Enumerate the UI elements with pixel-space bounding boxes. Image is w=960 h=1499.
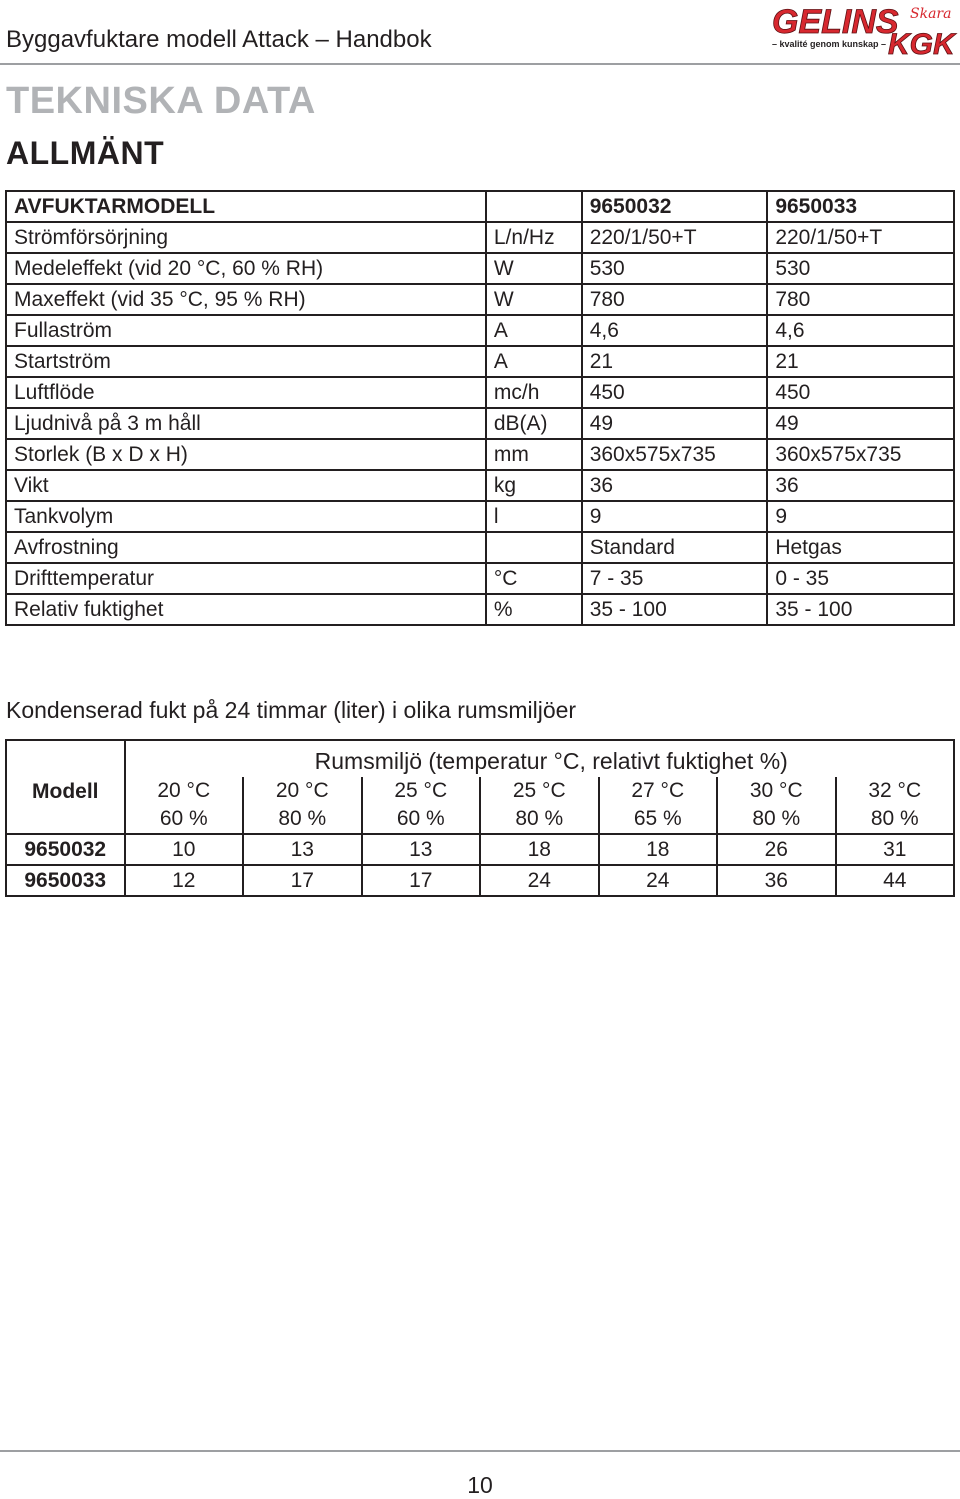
logo-wordmark: GELINS: [772, 3, 899, 41]
spec-cell: Strömförsörjning: [6, 222, 486, 253]
spec-cell: Standard: [582, 532, 768, 563]
spec-row: [6, 222, 954, 253]
spec-cell: 360x575x735: [767, 439, 954, 470]
page-number: 10: [467, 1472, 493, 1498]
spec-cell: Luftflöde: [6, 377, 486, 408]
document-title: Byggavfuktare modell Attack – Handbok: [6, 26, 432, 53]
condition-header-cell: [599, 777, 718, 834]
condition-temperature: 25 °C: [512, 779, 566, 802]
spec-cell: 0 - 35: [767, 563, 954, 594]
spec-cell: 49: [582, 408, 768, 439]
spec-cell: Medeleffekt (vid 20 °C, 60 % RH): [6, 253, 486, 284]
page-header: [0, 0, 960, 62]
spec-header-cell: 9650033: [767, 191, 954, 222]
condition-humidity: 60 %: [159, 807, 208, 830]
spec-cell: 9: [582, 501, 768, 532]
spec-row: [6, 408, 954, 439]
spec-cell: 220/1/50+T: [582, 222, 768, 253]
spec-cell: 36: [582, 470, 768, 501]
spec-cell: Ljudnivå på 3 m håll: [6, 408, 486, 439]
spec-cell: dB(A): [486, 408, 582, 439]
spec-row: [6, 377, 954, 408]
spec-cell: L/n/Hz: [486, 222, 582, 253]
spec-cell: 530: [582, 253, 768, 284]
condensation-value: 44: [836, 865, 955, 896]
condensation-value: 17: [243, 865, 362, 896]
spec-cell: 7 - 35: [582, 563, 768, 594]
header-divider: [0, 63, 960, 65]
condition-temperature: 32 °C: [868, 779, 922, 802]
spec-cell: 36: [767, 470, 954, 501]
spec-row: [6, 501, 954, 532]
condition-humidity: 60 %: [396, 807, 445, 830]
spec-cell: Hetgas: [767, 532, 954, 563]
spec-cell: 21: [582, 346, 768, 377]
spec-table: [5, 190, 955, 626]
spec-cell: W: [486, 284, 582, 315]
condensation-value: 18: [480, 834, 599, 865]
spec-cell: Vikt: [6, 470, 486, 501]
condensation-value: 13: [243, 834, 362, 865]
condition-header-cell: [717, 777, 836, 834]
spec-cell: Drifttemperatur: [6, 563, 486, 594]
spec-cell: %: [486, 594, 582, 625]
spec-cell: 35 - 100: [767, 594, 954, 625]
condensation-row: [6, 834, 954, 865]
condensation-value: 12: [125, 865, 244, 896]
spec-row: [6, 253, 954, 284]
logo-script: Skara: [910, 6, 952, 22]
spec-cell: Tankvolym: [6, 501, 486, 532]
spec-cell: 220/1/50+T: [767, 222, 954, 253]
spec-row: [6, 470, 954, 501]
condition-temperature: 20 °C: [157, 779, 211, 802]
spec-cell: 4,6: [767, 315, 954, 346]
condition-header-cell: [243, 777, 362, 834]
spec-cell: 450: [582, 377, 768, 408]
condition-humidity: 65 %: [633, 807, 682, 830]
condensation-value: 24: [599, 865, 718, 896]
spec-cell: l: [486, 501, 582, 532]
spec-row: [6, 594, 954, 625]
condition-values-row: [6, 777, 954, 834]
spec-row: [6, 346, 954, 377]
condition-temperature: 25 °C: [394, 779, 448, 802]
model-cell: 9650033: [6, 865, 125, 896]
spec-cell: 49: [767, 408, 954, 439]
spec-cell: 21: [767, 346, 954, 377]
spec-cell: Relativ fuktighet: [6, 594, 486, 625]
spec-header-cell: 9650032: [582, 191, 768, 222]
condition-temperature: 30 °C: [749, 779, 803, 802]
spec-cell: mm: [486, 439, 582, 470]
section-heading: TEKNISKA DATA: [6, 80, 316, 122]
condensation-table: [5, 739, 955, 897]
condensation-value: 13: [362, 834, 481, 865]
condition-header-cell: [125, 777, 244, 834]
spec-header-cell: AVFUKTARMODELL: [6, 191, 486, 222]
condensation-value: 31: [836, 834, 955, 865]
spec-row: [6, 532, 954, 563]
spec-cell: kg: [486, 470, 582, 501]
condensation-caption: Kondenserad fukt på 24 timmar (liter) i olika rumsmiljöer: [6, 697, 577, 723]
condensation-value: 10: [125, 834, 244, 865]
spec-cell: A: [486, 346, 582, 377]
spec-cell: 780: [582, 284, 768, 315]
condensation-value: 18: [599, 834, 718, 865]
spec-cell: 450: [767, 377, 954, 408]
spec-row: [6, 284, 954, 315]
gelins-kgk-logo: [768, 0, 958, 58]
spec-row: [6, 315, 954, 346]
condensation-row: [6, 865, 954, 896]
footer-divider: [0, 1450, 960, 1452]
spec-cell: 4,6: [582, 315, 768, 346]
condition-humidity: 80 %: [870, 807, 919, 830]
condition-humidity: 80 %: [515, 807, 564, 830]
spec-cell: [486, 532, 582, 563]
spec-row: [6, 439, 954, 470]
condition-temperature: 20 °C: [275, 779, 329, 802]
model-column-header: Modell: [6, 777, 125, 834]
spec-row: [6, 563, 954, 594]
spec-cell: °C: [486, 563, 582, 594]
condition-header-cell: [836, 777, 955, 834]
condensation-value: 36: [717, 865, 836, 896]
spec-cell: Fullaström: [6, 315, 486, 346]
logo-tagline: – kvalité genom kunskap –: [772, 39, 887, 49]
spec-cell: Storlek (B x D x H): [6, 439, 486, 470]
spec-cell: 35 - 100: [582, 594, 768, 625]
room-environment-header: Rumsmiljö (temperatur °C, relativt fuktighet %): [125, 740, 955, 777]
condition-temperature: 27 °C: [631, 779, 685, 802]
spec-cell: 530: [767, 253, 954, 284]
spec-cell: 360x575x735: [582, 439, 768, 470]
section-subheading: ALLMÄNT: [6, 135, 165, 171]
spec-cell: 780: [767, 284, 954, 315]
spec-cell: W: [486, 253, 582, 284]
logo-mark: KGK: [888, 28, 955, 58]
spec-cell: Maxeffekt (vid 35 °C, 95 % RH): [6, 284, 486, 315]
spec-cell: Startström: [6, 346, 486, 377]
condition-header-cell: [362, 777, 481, 834]
spec-cell: 9: [767, 501, 954, 532]
condensation-value: 17: [362, 865, 481, 896]
condition-header-row: [6, 740, 954, 777]
spec-cell: A: [486, 315, 582, 346]
spec-cell: Avfrostning: [6, 532, 486, 563]
condensation-value: 24: [480, 865, 599, 896]
condition-humidity: 80 %: [278, 807, 327, 830]
spec-header-row: [6, 191, 954, 222]
model-cell: 9650032: [6, 834, 125, 865]
condition-header-cell: [480, 777, 599, 834]
condition-humidity: 80 %: [752, 807, 801, 830]
condensation-value: 26: [717, 834, 836, 865]
header-corner: [6, 740, 125, 777]
spec-cell: mc/h: [486, 377, 582, 408]
spec-header-cell: [486, 191, 582, 222]
